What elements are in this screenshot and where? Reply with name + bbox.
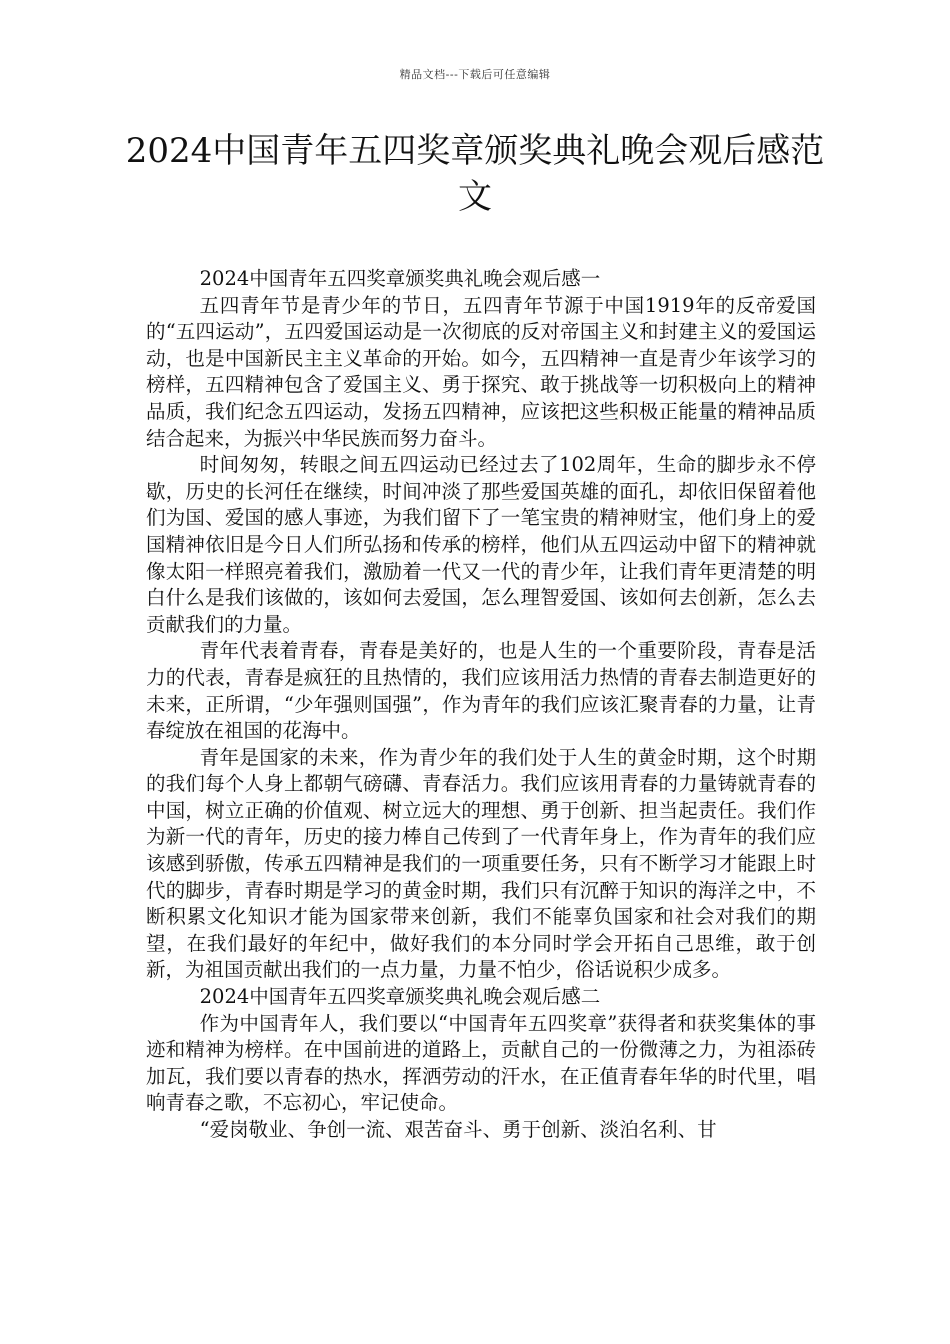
section-heading-2: 2024中国青年五四奖章颁奖典礼晚会观后感二	[199, 985, 601, 1009]
paragraph: 青年是国家的未来，作为青少年的我们处于人生的黄金时期，这个时期的我们每个人身上都朝气磅礴、青春活力。我们应该用青春的力量铸就青春的中国，树立正确的价值观、树立远大的理想、勇于创新、担当起责任。我们作为新一代的青年，历史的接力棒自己传到了一代青年身上，作为青年的我们应该感到骄傲，传承五四精神是我们的一项重要任务，只有不断学习才能跟上时代的脚步，青春时期是学习的黄金时期，我们只有沉醉于知识的海洋之中，不断积累文化知识才能为国家带来创新，我们不能辜负国家和社会对我们的期望，在我们最好的年纪中，做好我们的本分同时学会开拓自己思维，敢于创新，为祖国贡献出我们的一点力量，力量不怕少，俗话说积少成多。	[146, 745, 816, 982]
paragraph: 作为中国青年人，我们要以“中国青年五四奖章”获得者和获奖集体的事迹和精神为榜样。在中国前进的道路上，贡献自己的一份微薄之力，为祖添砖加瓦，我们要以青春的热水，挥洒劳动的汗水，在正值青春年华的时代里，唱响青春之歌，不忘初心，牢记使命。	[146, 1011, 816, 1115]
section-heading-1: 2024中国青年五四奖章颁奖典礼晚会观后感一	[199, 267, 601, 290]
paragraph: 五四青年节是青少年的节日，五四青年节源于中国1919年的反帝爱国的“五四运动”，五四爱国运动是一次彻底的反对帝国主义和封建主义的爱国运动，也是中国新民主主义革命的开始。如今，五四精神一直是青少年该学习的榜样，五四精神包含了爱国主义、勇于探究、敢于挑战等一切积极向上的精神品质，我们纪念五四运动，发扬五四精神，应该把这些积极正能量的精神品质结合起来，为振兴中华民族而努力奋斗。	[146, 293, 816, 450]
header-note: 精品文档---下载后可任意编辑	[399, 68, 551, 81]
paragraph: 时间匆匆，转眼之间五四运动已经过去了102周年，生命的脚步永不停歇，历史的长河任在继续，时间冲淡了那些爱国英雄的面孔，却依旧保留着他们为国、爱国的感人事迹，为我们留下了一笔宝贵的精神财宝，他们身上的爱国精神依旧是今日人们所弘扬和传承的榜样，他们从五四运动中留下的精神就像太阳一样照亮着我们，激励着一代又一代的青少年，让我们青年更清楚的明白什么是我们该做的，该如何去爱国，怎么理智爱国、该如何去创新，怎么去贡献我们的力量。	[146, 453, 816, 636]
paragraph: 青年代表着青春，青春是美好的，也是人生的一个重要阶段，青春是活力的代表，青春是疯狂的且热情的，我们应该用活力热情的青春去制造更好的未来，正所谓，“少年强则国强”，作为青年的我们应该汇聚青春的力量，让青春绽放在祖国的花海中。	[146, 639, 816, 743]
document-title: 2024中国青年五四奖章颁奖典礼晚会观后感范文	[125, 131, 825, 217]
paragraph: “爱岗敬业、争创一流、艰苦奋斗、勇于创新、淡泊名利、甘	[199, 1118, 717, 1141]
document-body	[146, 266, 816, 1144]
